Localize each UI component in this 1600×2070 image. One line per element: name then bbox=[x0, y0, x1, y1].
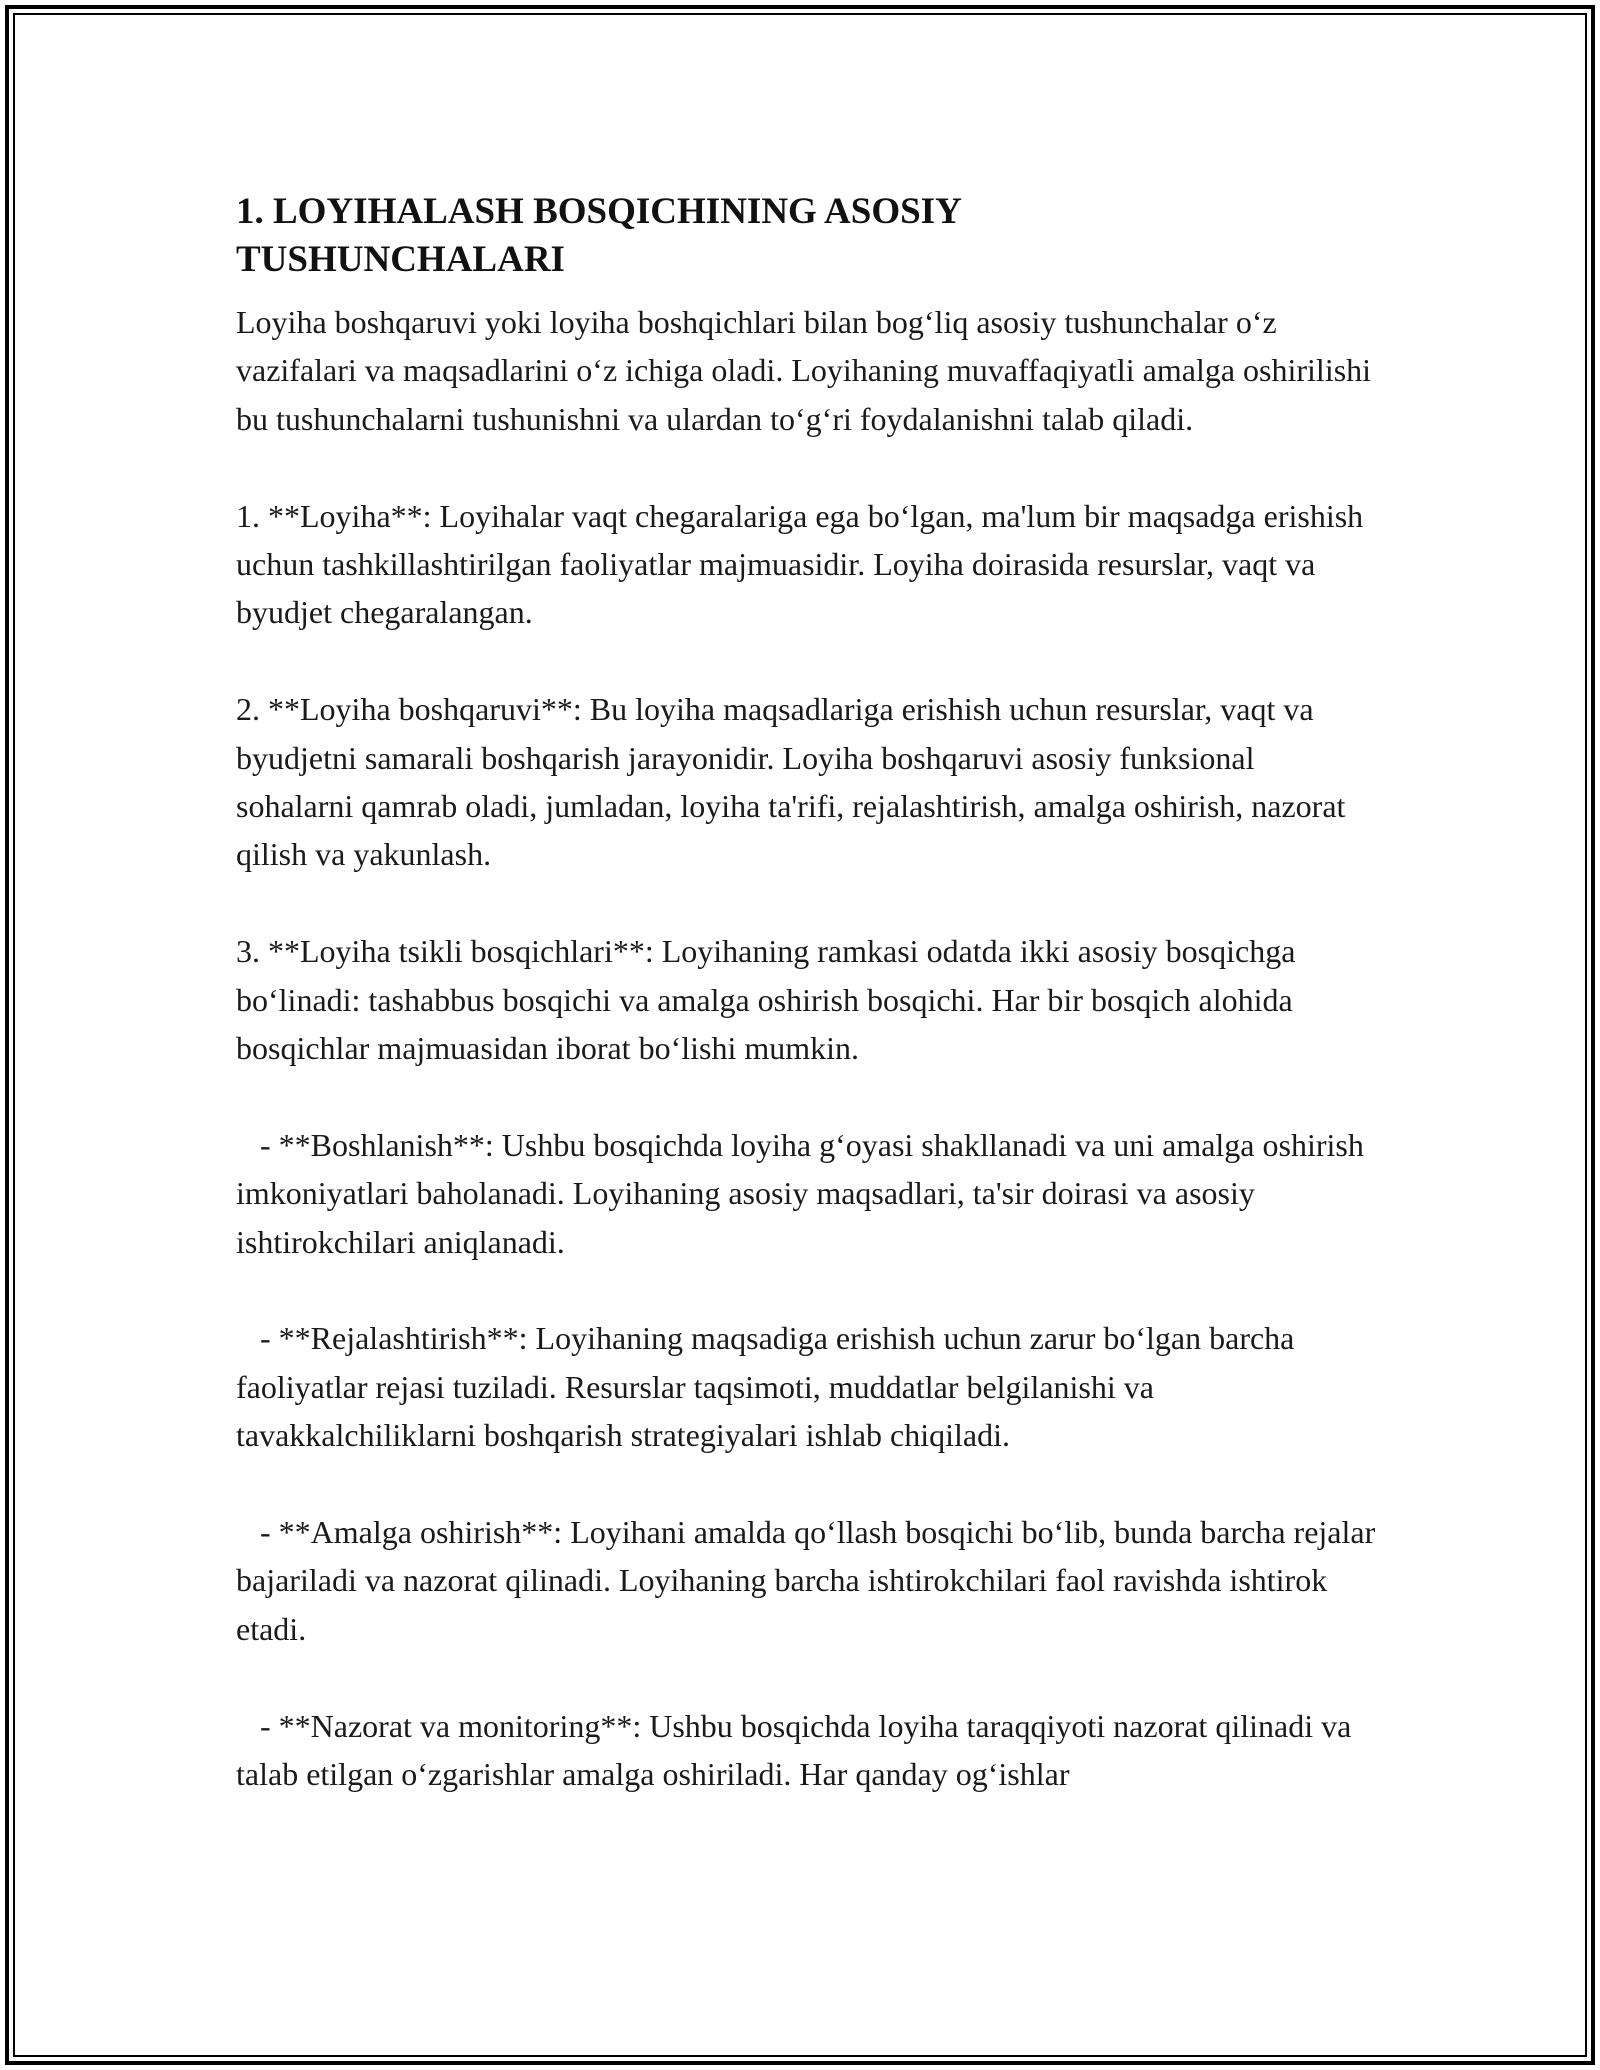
intro-paragraph: Loyiha boshqaruvi yoki loyiha boshqichlari bilan bog‘liq asosiy tushunchalar o‘z vazifalari va maqsadlarini o‘z ichiga oladi. Loyihaning muvaffaqiyatli amalga oshirilishi bu tushunchalarni tushunishni va ulardan to‘g‘ri foydalanishni talab qiladi. bbox=[236, 304, 1380, 437]
paragraph-boshlanish: - **Boshlanish**: Ushbu bosqichda loyiha g‘oyasi shakllanadi va uni amalga oshirish imkoniyatlari baholanadi. Loyihaning asosiy maqsadlari, ta'sir doirasi va asosiy ishtirokchilari aniqlanadi. bbox=[236, 1126, 1372, 1260]
paragraph-rejalashtirish: - **Rejalashtirish**: Loyihaning maqsadiga erishish uchun zarur bo‘lgan barcha faoliyatlar rejasi tuziladi. Resurslar taqsimoti, muddatlar belgilanishi va tavakkalchiliklarni boshqarish strategiyalari ishlab chiqiladi. bbox=[236, 1320, 1303, 1454]
paragraph-loyiha-boshqaruvi: 2. **Loyiha boshqaruvi**: Bu loyiha maqsadlariga erishish uchun resurslar, vaqt va byudjetni samarali boshqarish jarayonidir. Loyiha boshqaruvi asosiy funksional sohalarni qamrab oladi, jumladan, loyiha ta'rifi, rejalashtirish, amalga oshirish, nazorat qilish va yakunlash. bbox=[236, 691, 1354, 873]
title-line-2: TUSHUNCHALARI bbox=[236, 239, 565, 280]
document-title bbox=[236, 188, 1376, 284]
paragraph-loyiha: 1. **Loyiha**: Loyihalar vaqt chegaralariga ega bo‘lgan, ma'lum bir maqsadga erishish uchun tashkillashtirilgan faoliyatlar majmuasidir. Loyiha doirasida resurslar, vaqt va byudjet chegaralangan. bbox=[236, 497, 1372, 631]
title-line-1: 1. LOYIHALASH BOSQICHINING ASOSIY bbox=[236, 191, 962, 232]
paragraph-amalga-oshirish: - **Amalga oshirish**: Loyihani amalda qo‘llash bosqichi bo‘lib, bunda barcha rejalar bajariladi va nazorat qilinadi. Loyihaning barcha ishtirokchilari faol ravishda ishtirok etadi. bbox=[236, 1514, 1384, 1647]
paragraph-loyiha-tsikli: 3. **Loyiha tsikli bosqichlari**: Loyihaning ramkasi odatda ikki asosiy bosqichga bo‘linadi: tashabbus bosqichi va amalga oshirish bosqichi. Har bir bosqich alohida bosqichlar majmuasidan iborat bo‘lishi mumkin. bbox=[236, 933, 1304, 1067]
document-body bbox=[236, 188, 1384, 1798]
paragraph-nazorat-monitoring: - **Nazorat va monitoring**: Ushbu bosqichda loyiha taraqqiyoti nazorat qilinadi va talab etilgan o‘zgarishlar amalga oshiriladi. Har qanday og‘ishlar bbox=[236, 1707, 1360, 1793]
